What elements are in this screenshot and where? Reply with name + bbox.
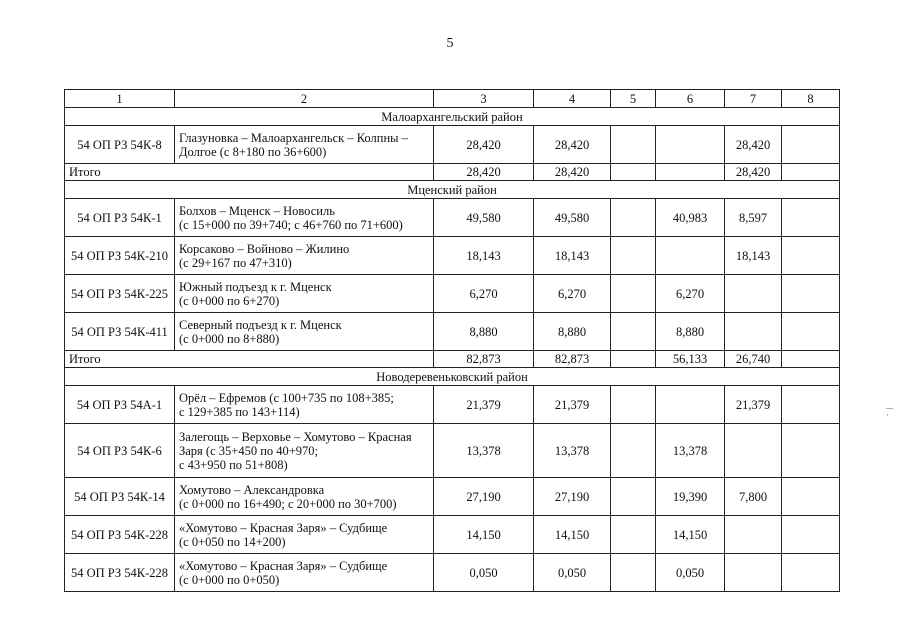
value-cell-c6: 40,983: [656, 199, 725, 237]
road-name-line: (с 0+050 по 14+200): [179, 534, 286, 549]
road-name-line: (с 0+000 по 16+490; с 20+000 по 30+700): [179, 496, 397, 511]
road-name-line: (с 15+000 по 39+740; с 46+760 по 71+600): [179, 217, 403, 232]
district-title: Новодеревеньковский район: [65, 368, 840, 386]
total-value-c4: 28,420: [534, 164, 611, 181]
road-row: [65, 126, 840, 164]
total-row: [65, 164, 840, 181]
value-cell-c5: [611, 313, 656, 351]
road-name: [175, 424, 434, 478]
total-value-c3: 28,420: [434, 164, 534, 181]
road-code: 54 ОП РЗ 54А-1: [65, 386, 175, 424]
road-name-line: Северный подъезд к г. Мценск: [179, 317, 342, 332]
value-cell-c5: [611, 386, 656, 424]
value-cell-c5: [611, 126, 656, 164]
total-value-c8: [782, 164, 840, 181]
value-cell-c7: [725, 424, 782, 478]
total-value-c8: [782, 351, 840, 368]
value-cell-c6: [656, 386, 725, 424]
road-name-line: (с 29+167 по 47+310): [179, 255, 292, 270]
road-name: [175, 199, 434, 237]
total-label: Итого: [65, 164, 434, 181]
road-name: [175, 386, 434, 424]
value-cell-c7: [725, 554, 782, 592]
value-cell-c4: 18,143: [534, 237, 611, 275]
value-cell-c4: 8,880: [534, 313, 611, 351]
roads-table: [64, 89, 840, 592]
district-header-row: [65, 181, 840, 199]
value-cell-c8: [782, 199, 840, 237]
value-cell-c7: [725, 313, 782, 351]
district-title: Мценский район: [65, 181, 840, 199]
value-cell-c4: 0,050: [534, 554, 611, 592]
road-row: [65, 554, 840, 592]
column-header: 2: [175, 90, 434, 108]
column-header: 8: [782, 90, 840, 108]
road-name-line: Хомутово – Александровка: [179, 482, 325, 497]
value-cell-c3: 8,880: [434, 313, 534, 351]
road-code: 54 ОП РЗ 54К-228: [65, 554, 175, 592]
road-code: 54 ОП РЗ 54К-210: [65, 237, 175, 275]
column-header: 1: [65, 90, 175, 108]
value-cell-c5: [611, 516, 656, 554]
page-number: 5: [446, 36, 454, 51]
column-header: 7: [725, 90, 782, 108]
road-row: [65, 237, 840, 275]
road-row: [65, 424, 840, 478]
road-name: [175, 478, 434, 516]
total-label: Итого: [65, 351, 434, 368]
value-cell-c5: [611, 478, 656, 516]
road-row: [65, 199, 840, 237]
road-name-line: (с 0+000 по 0+050): [179, 572, 280, 587]
value-cell-c6: 13,378: [656, 424, 725, 478]
value-cell-c5: [611, 424, 656, 478]
value-cell-c5: [611, 199, 656, 237]
value-cell-c6: [656, 126, 725, 164]
value-cell-c5: [611, 554, 656, 592]
value-cell-c8: [782, 424, 840, 478]
road-name-line: Южный подъезд к г. Мценск: [179, 279, 332, 294]
value-cell-c7: [725, 275, 782, 313]
road-name-line: Долгое (с 8+180 по 36+600): [179, 144, 327, 159]
road-name-line: Корсаково – Войново – Жилино: [179, 241, 350, 256]
district-title: Малоархангельский район: [65, 108, 840, 126]
column-header: 5: [611, 90, 656, 108]
road-name-line: Заря (с 35+450 по 40+970;: [179, 443, 319, 458]
scan-margin-mark: ‿ ·: [886, 399, 895, 420]
value-cell-c4: 49,580: [534, 199, 611, 237]
value-cell-c3: 0,050: [434, 554, 534, 592]
district-header-row: [65, 108, 840, 126]
value-cell-c6: 19,390: [656, 478, 725, 516]
value-cell-c8: [782, 126, 840, 164]
road-name-line: Глазуновка – Малоархангельск – Колпны –: [179, 130, 408, 145]
road-row: [65, 516, 840, 554]
road-name-line: Орёл – Ефремов (с 100+735 по 108+385;: [179, 390, 394, 405]
road-name: [175, 516, 434, 554]
total-value-c3: 82,873: [434, 351, 534, 368]
road-name-line: с 43+950 по 51+808): [179, 457, 288, 472]
value-cell-c3: 18,143: [434, 237, 534, 275]
value-cell-c3: 49,580: [434, 199, 534, 237]
road-name-line: «Хомутово – Красная Заря» – Судбище: [179, 558, 388, 573]
value-cell-c6: 0,050: [656, 554, 725, 592]
value-cell-c6: 14,150: [656, 516, 725, 554]
road-name: [175, 554, 434, 592]
road-code: 54 ОП РЗ 54К-8: [65, 126, 175, 164]
value-cell-c6: [656, 237, 725, 275]
road-code: 54 ОП РЗ 54К-14: [65, 478, 175, 516]
total-value-c7: 28,420: [725, 164, 782, 181]
value-cell-c7: 21,379: [725, 386, 782, 424]
road-name-line: (с 0+000 по 6+270): [179, 293, 280, 308]
value-cell-c6: 8,880: [656, 313, 725, 351]
value-cell-c8: [782, 478, 840, 516]
value-cell-c7: 18,143: [725, 237, 782, 275]
value-cell-c4: 6,270: [534, 275, 611, 313]
road-name-line: Залегощь – Верховье – Хомутово – Красная: [179, 429, 412, 444]
value-cell-c3: 14,150: [434, 516, 534, 554]
value-cell-c7: 8,597: [725, 199, 782, 237]
value-cell-c4: 13,378: [534, 424, 611, 478]
value-cell-c8: [782, 275, 840, 313]
road-row: [65, 313, 840, 351]
value-cell-c8: [782, 554, 840, 592]
column-header: 3: [434, 90, 534, 108]
value-cell-c3: 21,379: [434, 386, 534, 424]
district-header-row: [65, 368, 840, 386]
value-cell-c4: 14,150: [534, 516, 611, 554]
road-name: [175, 237, 434, 275]
value-cell-c4: 27,190: [534, 478, 611, 516]
value-cell-c3: 28,420: [434, 126, 534, 164]
value-cell-c8: [782, 386, 840, 424]
value-cell-c3: 6,270: [434, 275, 534, 313]
road-name-line: с 129+385 по 143+114): [179, 404, 300, 419]
value-cell-c8: [782, 237, 840, 275]
value-cell-c8: [782, 516, 840, 554]
column-header: 6: [656, 90, 725, 108]
value-cell-c4: 21,379: [534, 386, 611, 424]
value-cell-c5: [611, 275, 656, 313]
total-value-c6: [656, 164, 725, 181]
road-name: [175, 275, 434, 313]
value-cell-c7: 28,420: [725, 126, 782, 164]
value-cell-c8: [782, 313, 840, 351]
roads-table-container: [64, 89, 840, 592]
road-row: [65, 386, 840, 424]
road-name-line: Болхов – Мценск – Новосиль: [179, 203, 335, 218]
road-name-line: (с 0+000 по 8+880): [179, 331, 280, 346]
column-number-row: [65, 90, 840, 108]
road-row: [65, 478, 840, 516]
road-code: 54 ОП РЗ 54К-228: [65, 516, 175, 554]
total-value-c5: [611, 164, 656, 181]
value-cell-c4: 28,420: [534, 126, 611, 164]
road-row: [65, 275, 840, 313]
total-value-c5: [611, 351, 656, 368]
total-value-c4: 82,873: [534, 351, 611, 368]
value-cell-c3: 13,378: [434, 424, 534, 478]
column-header: 4: [534, 90, 611, 108]
road-code: 54 ОП РЗ 54К-1: [65, 199, 175, 237]
road-code: 54 ОП РЗ 54К-411: [65, 313, 175, 351]
road-name: [175, 313, 434, 351]
total-value-c6: 56,133: [656, 351, 725, 368]
road-code: 54 ОП РЗ 54К-6: [65, 424, 175, 478]
road-name-line: «Хомутово – Красная Заря» – Судбище: [179, 520, 388, 535]
total-row: [65, 351, 840, 368]
road-code: 54 ОП РЗ 54К-225: [65, 275, 175, 313]
value-cell-c5: [611, 237, 656, 275]
value-cell-c6: 6,270: [656, 275, 725, 313]
value-cell-c3: 27,190: [434, 478, 534, 516]
road-name: [175, 126, 434, 164]
total-value-c7: 26,740: [725, 351, 782, 368]
value-cell-c7: 7,800: [725, 478, 782, 516]
value-cell-c7: [725, 516, 782, 554]
